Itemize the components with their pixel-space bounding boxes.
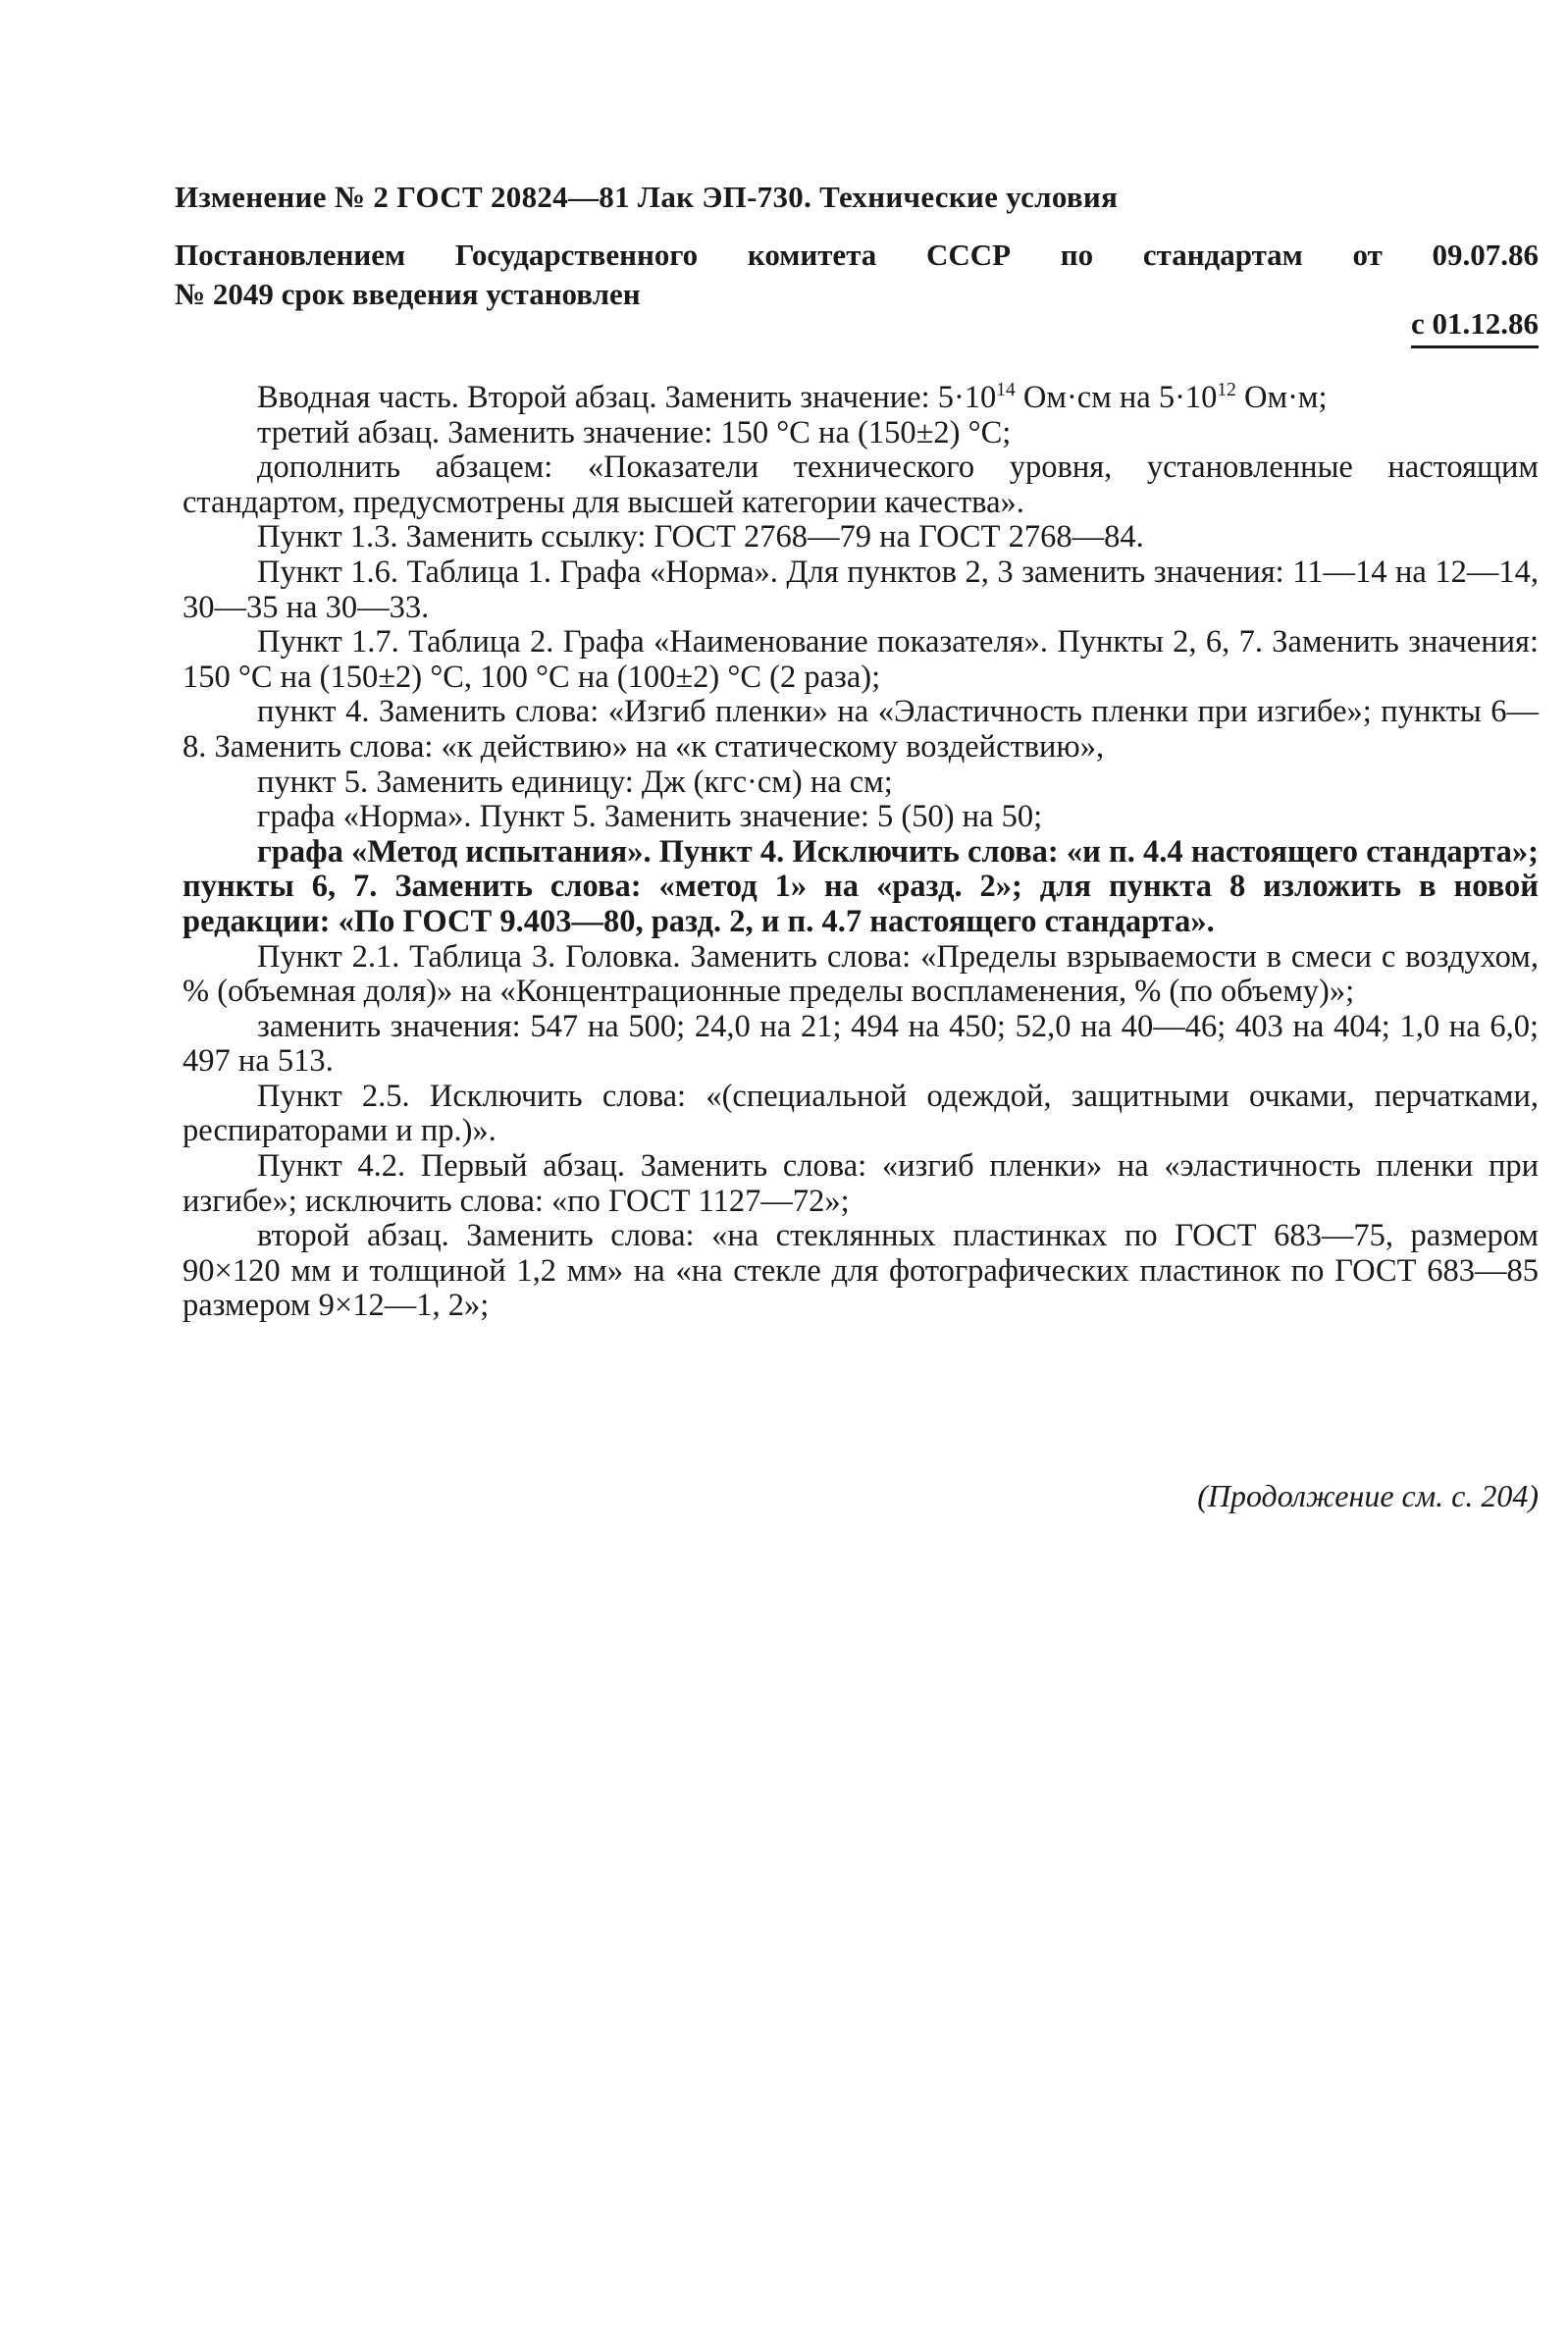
exponent-2: 12	[1217, 380, 1236, 401]
paragraph-intro-text-a: Вводная часть. Второй абзац. Заменить значение: 5·10	[257, 380, 997, 415]
paragraph: дополнить абзацем: «Показатели технического уровня, установленные настоящим стандартом, предусмотрены для высшей категории качества».	[183, 449, 1539, 520]
exponent-1: 14	[996, 380, 1016, 401]
paragraph: заменить значения: 547 на 500; 24,0 на 21; 494 на 450; 52,0 на 40—46; 403 на 404; 1,0 на 6,0; 497 на 513.	[183, 1008, 1539, 1080]
paragraph: графа «Метод испытания». Пункт 4. Исключить слова: «и п. 4.4 настоящего стандарта»; пункты 6, 7. Заменить слова: «метод 1» на «разд. 2»; для пункта 8 изложить в новой редакции: «По ГОСТ 9.403—80, разд. 2, и п. 4.7 настоящего стандарта».	[183, 833, 1539, 939]
paragraph: Пункт 1.3. Заменить ссылку: ГОСТ 2768—79 на ГОСТ 2768—84.	[257, 519, 1144, 555]
paragraph: Пункт 2.1. Таблица 3. Головка. Заменить слова: «Пределы взрываемости в смеси с воздухом, % (объемная доля)» на «Концентрационные пределы воспламенения, % (по объему)»;	[183, 938, 1539, 1010]
decree-line-1: Постановлением Государственного комитета СССР по стандартам от 09.07.86	[175, 238, 1539, 272]
paragraph-intro-text-b: Ом·см на 5·10	[1015, 380, 1218, 415]
paragraph-intro	[183, 381, 1539, 416]
amendment-title: Изменение № 2 ГОСТ 20824—81 Лак ЭП-730. Технические условия	[175, 180, 1119, 214]
paragraph: графа «Норма». Пункт 5. Заменить значение: 5 (50) на 50;	[257, 799, 1043, 835]
paragraph: Пункт 1.6. Таблица 1. Графа «Норма». Для пунктов 2, 3 заменить значения: 11—14 на 12—14, 30—35 на 30—33.	[183, 554, 1539, 625]
paragraph: Пункт 4.2. Первый абзац. Заменить слова: «изгиб пленки» на «эластичность пленки при изгибе»; исключить слова: «по ГОСТ 1127—72»;	[183, 1148, 1539, 1219]
continuation-note: (Продолжение см. с. 204)	[1197, 1478, 1539, 1513]
effective-date: с 01.12.86	[1411, 306, 1539, 348]
paragraph: Пункт 2.5. Исключить слова: «(специальной одеждой, защитными очками, перчатками, респираторами и пр.)».	[183, 1078, 1539, 1149]
paragraph: второй абзац. Заменить слова: «на стеклянных пластинках по ГОСТ 683—75, размером 90×120 мм и толщиной 1,2 мм» на «на стекле для фотографических пластинок по ГОСТ 683—85 размером 9×12—1, 2»;	[183, 1218, 1539, 1324]
paragraph: пункт 4. Заменить слова: «Изгиб пленки» на «Эластичность пленки при изгибе»; пункты 6—8. Заменить слова: «к действию» на «к статическому воздействию»,	[183, 694, 1539, 765]
amendment-body	[183, 381, 1539, 1324]
decree-line-2: № 2049 срок введения установлен	[175, 277, 641, 311]
paragraph-intro-text-c: Ом·м;	[1235, 380, 1328, 415]
paragraph: третий абзац. Заменить значение: 150 °С на (150±2) °С;	[257, 414, 1012, 450]
paragraph: пункт 5. Заменить единицу: Дж (кгс·см) на см;	[257, 764, 893, 800]
paragraph: Пункт 1.7. Таблица 2. Графа «Наименование показателя». Пункты 2, 6, 7. Заменить значения: 150 °С на (150±2) °С, 100 °С на (100±2) °С (2 раза);	[183, 624, 1539, 695]
